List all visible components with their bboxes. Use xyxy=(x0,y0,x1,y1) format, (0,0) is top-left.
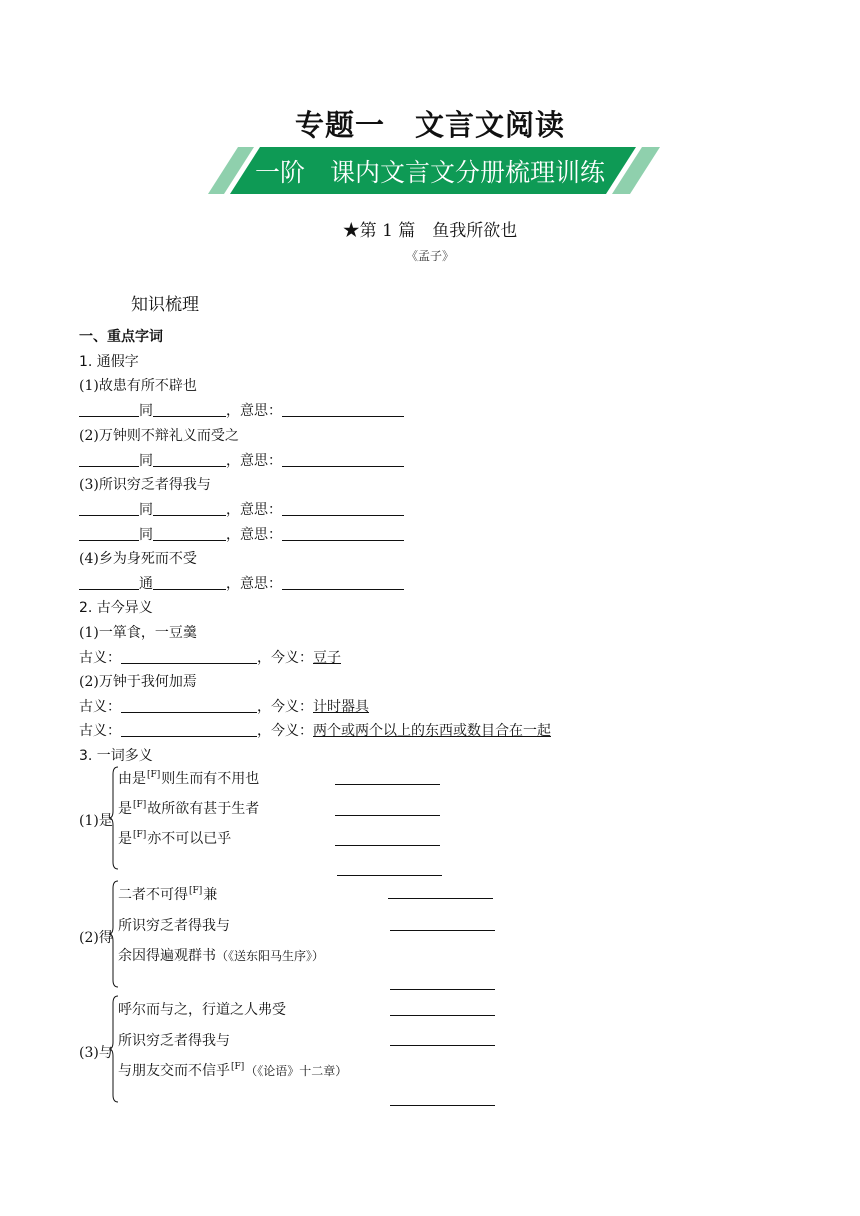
tjz-item-1: (1)故患有所不辟也 xyxy=(79,378,197,394)
answer-line xyxy=(390,1045,495,1046)
yc-line: 二者不可得[F]兼 xyxy=(118,886,218,903)
yc-line: 是[F]亦不可以已乎 xyxy=(118,830,232,847)
answer-line xyxy=(335,815,440,816)
main-title: 专题一 文言文阅读 xyxy=(294,108,565,142)
yc-line: 所识穷乏者得我与 xyxy=(118,1033,230,1049)
subsection-gujin: 2. 古今异义 xyxy=(79,600,153,616)
gjyy-line-1: 古义： ，今义：豆子 xyxy=(79,650,341,666)
subsection-tongjiazi: 1. 通假字 xyxy=(79,354,139,370)
answer-line xyxy=(390,930,495,931)
answer-line xyxy=(390,1015,495,1016)
answer-line xyxy=(335,784,440,785)
tjz-item-2: (2)万钟则不辩礼义而受之 xyxy=(79,428,239,444)
answer-line xyxy=(390,1105,495,1106)
answer-line xyxy=(335,845,440,846)
yc-line: 呼尔而与之，行道之人弗受 xyxy=(118,1002,286,1018)
section-heading: 一、重点字词 xyxy=(79,329,163,345)
yc-line: 余因得遍观群书（《送东阳马生序》） xyxy=(118,948,325,964)
tjz-item-4: (4)乡为身死而不受 xyxy=(79,551,197,567)
knowledge-title: 知识梳理 xyxy=(131,295,199,315)
group-label-de: (2)得 xyxy=(79,930,113,946)
tjz-item-3: (3)所识穷乏者得我与 xyxy=(79,477,211,493)
subsection-yicidupyi: 3. 一词多义 xyxy=(79,748,153,764)
answer-line xyxy=(388,898,493,899)
lesson-title: ★第 1 篇 鱼我所欲也 xyxy=(342,221,518,241)
fill-line: 同 ，意思： xyxy=(79,400,404,420)
fill-line: 同 ，意思： xyxy=(79,499,404,519)
yc-line: 是[F]故所欲有甚于生者 xyxy=(118,800,260,817)
yc-line: 所识穷乏者得我与 xyxy=(118,918,230,934)
group-label-yu: (3)与 xyxy=(79,1045,113,1061)
gjyy-item-2: (2)万钟于我何加焉 xyxy=(79,674,197,690)
yc-line: 与朋友交而不信乎[F]（《论语》十二章） xyxy=(118,1062,348,1079)
fill-line: 同 ，意思： xyxy=(79,524,404,544)
lesson-author: 《孟子》 xyxy=(405,249,454,263)
group-label-shi: (1)是 xyxy=(79,813,113,829)
answer-line xyxy=(390,989,495,990)
gjyy-line-2: 古义： ，今义：计时器具 xyxy=(79,699,369,715)
fill-line: 同 ，意思： xyxy=(79,450,404,470)
yc-line: 由是[F]则生而有不用也 xyxy=(118,770,260,787)
answer-line xyxy=(337,875,442,876)
banner-title: 一阶 课内文言文分册梳理训练 xyxy=(255,158,606,187)
gjyy-item-1: (1)一箪食，一豆羹 xyxy=(79,625,197,641)
fill-line: 通 ，意思： xyxy=(79,573,404,593)
gjyy-line-3: 古义： ，今义：两个或两个以上的东西或数目合在一起 xyxy=(79,723,551,739)
